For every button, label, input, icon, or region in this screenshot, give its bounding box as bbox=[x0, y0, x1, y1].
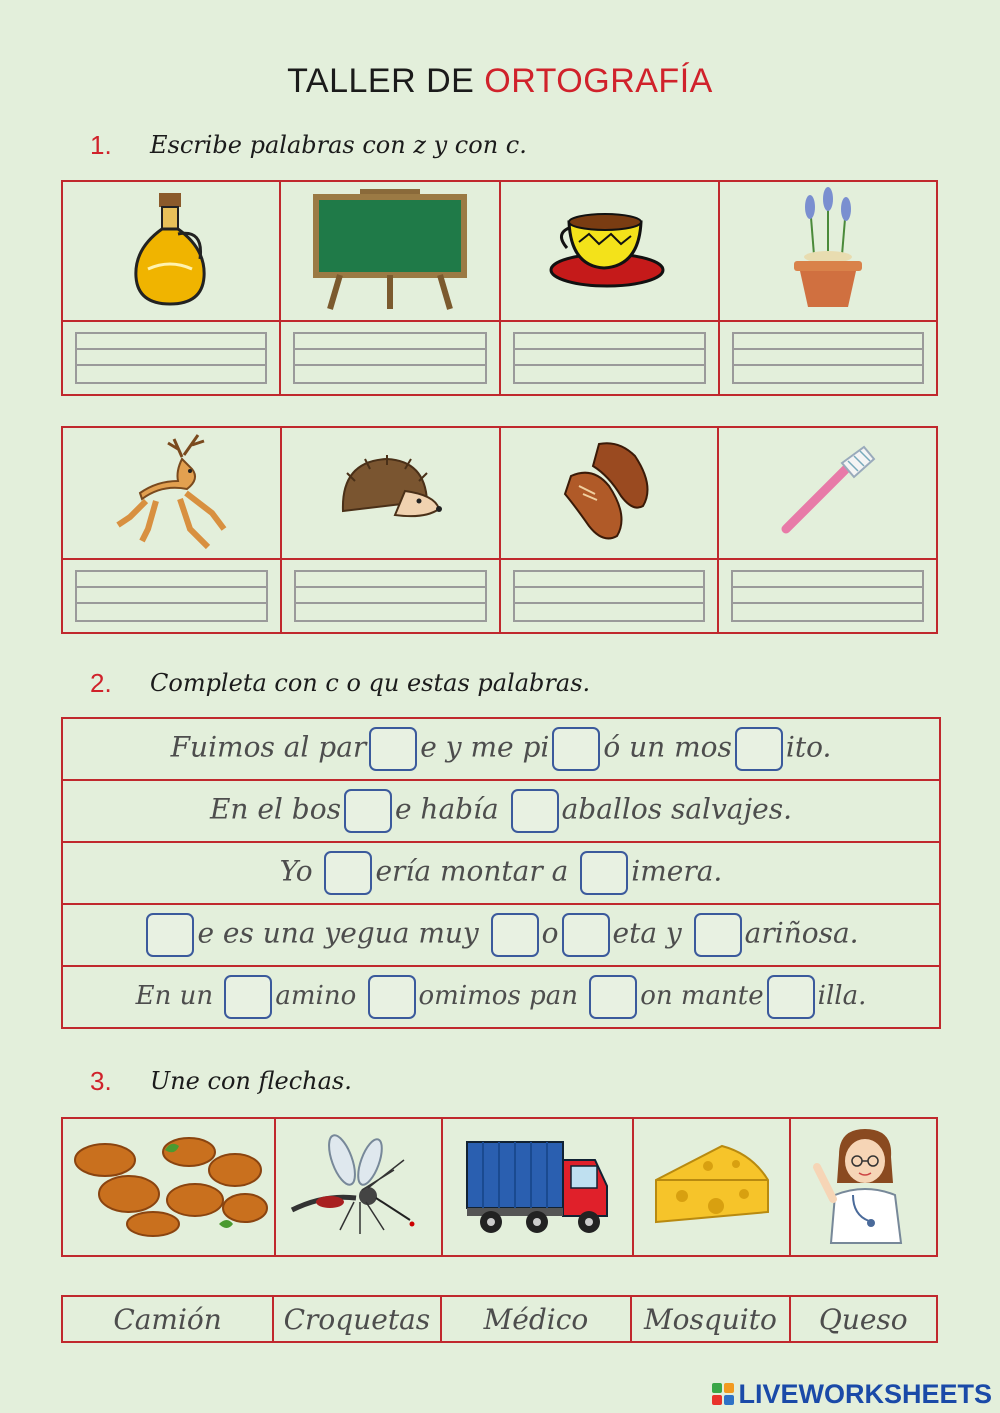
logo-text: LIVEWORKSHEETS bbox=[738, 1378, 992, 1409]
cheese-icon bbox=[652, 1140, 772, 1230]
word-queso[interactable]: Queso bbox=[790, 1296, 937, 1342]
word-mosquito[interactable]: Mosquito bbox=[631, 1296, 789, 1342]
q3-images bbox=[61, 1117, 938, 1257]
answer-box[interactable] bbox=[368, 975, 416, 1019]
q3-number: 3. bbox=[90, 1066, 112, 1096]
q3-text: Une con flechas. bbox=[150, 1067, 352, 1095]
sentence-row bbox=[62, 904, 940, 966]
q1-table-row1 bbox=[61, 180, 938, 396]
oil-bottle-cell bbox=[62, 181, 280, 321]
toothbrush-cell bbox=[718, 427, 937, 559]
sentence-fragment: En el bos bbox=[209, 792, 341, 826]
answer-box[interactable] bbox=[511, 789, 559, 833]
sentence-row bbox=[62, 842, 940, 904]
sentence-fragment: aballos salvajes. bbox=[561, 792, 793, 826]
write-lines[interactable] bbox=[62, 321, 280, 395]
q1-text: Escribe palabras con z y con c. bbox=[150, 131, 527, 159]
sentence-fragment: on mante bbox=[640, 981, 764, 1011]
deer-icon bbox=[112, 429, 232, 554]
answer-box[interactable] bbox=[562, 913, 610, 957]
sentence-fragment: En un bbox=[135, 981, 222, 1011]
hedgehog-icon bbox=[335, 451, 445, 531]
answer-box[interactable] bbox=[324, 851, 372, 895]
sentence-fragment: imera. bbox=[631, 854, 723, 888]
shoes-cell bbox=[500, 427, 719, 559]
answer-box[interactable] bbox=[491, 913, 539, 957]
sentence-fragment: o bbox=[541, 916, 559, 950]
logo-mark-icon bbox=[712, 1383, 734, 1405]
write-lines[interactable] bbox=[62, 559, 281, 633]
flower-pot-cell bbox=[719, 181, 937, 321]
cheese-cell[interactable] bbox=[633, 1118, 790, 1256]
answer-box[interactable] bbox=[369, 727, 417, 771]
q1-number: 1. bbox=[90, 130, 112, 160]
sentence-fragment: eta y bbox=[612, 916, 691, 950]
answer-box[interactable] bbox=[224, 975, 272, 1019]
chalkboard-icon bbox=[310, 187, 470, 312]
q2-text: Completa con c o qu estas palabras. bbox=[150, 669, 591, 697]
shoes-icon bbox=[559, 436, 659, 546]
sentence-fragment: ariñosa. bbox=[744, 916, 859, 950]
teacup-icon bbox=[549, 204, 669, 294]
deer-cell bbox=[62, 427, 281, 559]
sentence-fragment: e había bbox=[394, 792, 508, 826]
title-prefix: TALLER DE bbox=[287, 62, 485, 100]
answer-box[interactable] bbox=[580, 851, 628, 895]
write-lines[interactable] bbox=[719, 321, 937, 395]
sentence-fragment: ó un mos bbox=[603, 730, 732, 764]
answer-box[interactable] bbox=[589, 975, 637, 1019]
q2-sentences bbox=[61, 717, 941, 1029]
write-lines[interactable] bbox=[281, 559, 500, 633]
write-lines[interactable] bbox=[500, 559, 719, 633]
truck-icon bbox=[463, 1130, 613, 1240]
mosquito-icon bbox=[284, 1130, 434, 1240]
answer-box[interactable] bbox=[344, 789, 392, 833]
answer-box[interactable] bbox=[552, 727, 600, 771]
doctor-cell[interactable] bbox=[790, 1118, 937, 1256]
q2-number: 2. bbox=[90, 668, 112, 698]
word-medico[interactable]: Médico bbox=[441, 1296, 632, 1342]
sentence-fragment: illa. bbox=[817, 981, 867, 1011]
sentence-fragment: e es una yegua muy bbox=[197, 916, 488, 950]
answer-box[interactable] bbox=[767, 975, 815, 1019]
sentence-row bbox=[62, 780, 940, 842]
truck-cell[interactable] bbox=[442, 1118, 633, 1256]
answer-box[interactable] bbox=[694, 913, 742, 957]
title-highlight: ORTOGRAFÍA bbox=[484, 62, 713, 100]
chalkboard-cell bbox=[280, 181, 500, 321]
toothbrush-icon bbox=[778, 441, 878, 541]
sentence-fragment: Yo bbox=[279, 854, 322, 888]
mosquito-cell[interactable] bbox=[275, 1118, 442, 1256]
liveworksheets-logo bbox=[712, 1378, 992, 1409]
word-croquetas[interactable]: Croquetas bbox=[273, 1296, 440, 1342]
q1-table-row2 bbox=[61, 426, 938, 634]
q3-words bbox=[61, 1295, 938, 1343]
sentence-row bbox=[62, 966, 940, 1028]
oil-bottle-icon bbox=[126, 189, 216, 309]
sentence-fragment: omimos pan bbox=[418, 981, 587, 1011]
croquettes-cell[interactable] bbox=[62, 1118, 275, 1256]
sentence-fragment: ería montar a bbox=[375, 854, 578, 888]
word-camion[interactable]: Camión bbox=[62, 1296, 273, 1342]
write-lines[interactable] bbox=[280, 321, 500, 395]
croquettes-icon bbox=[69, 1130, 269, 1240]
sentence-fragment: ito. bbox=[785, 730, 832, 764]
sentence-fragment: Fuimos al par bbox=[170, 730, 367, 764]
write-lines[interactable] bbox=[718, 559, 937, 633]
sentence-row bbox=[62, 718, 940, 780]
sentence-fragment: amino bbox=[275, 981, 365, 1011]
write-lines[interactable] bbox=[500, 321, 719, 395]
doctor-icon bbox=[809, 1125, 919, 1245]
flower-pot-icon bbox=[788, 185, 868, 313]
answer-box[interactable] bbox=[735, 727, 783, 771]
hedgehog-cell bbox=[281, 427, 500, 559]
sentence-fragment: e y me pi bbox=[420, 730, 550, 764]
answer-box[interactable] bbox=[146, 913, 194, 957]
page-title bbox=[0, 62, 1000, 101]
teacup-cell bbox=[500, 181, 719, 321]
